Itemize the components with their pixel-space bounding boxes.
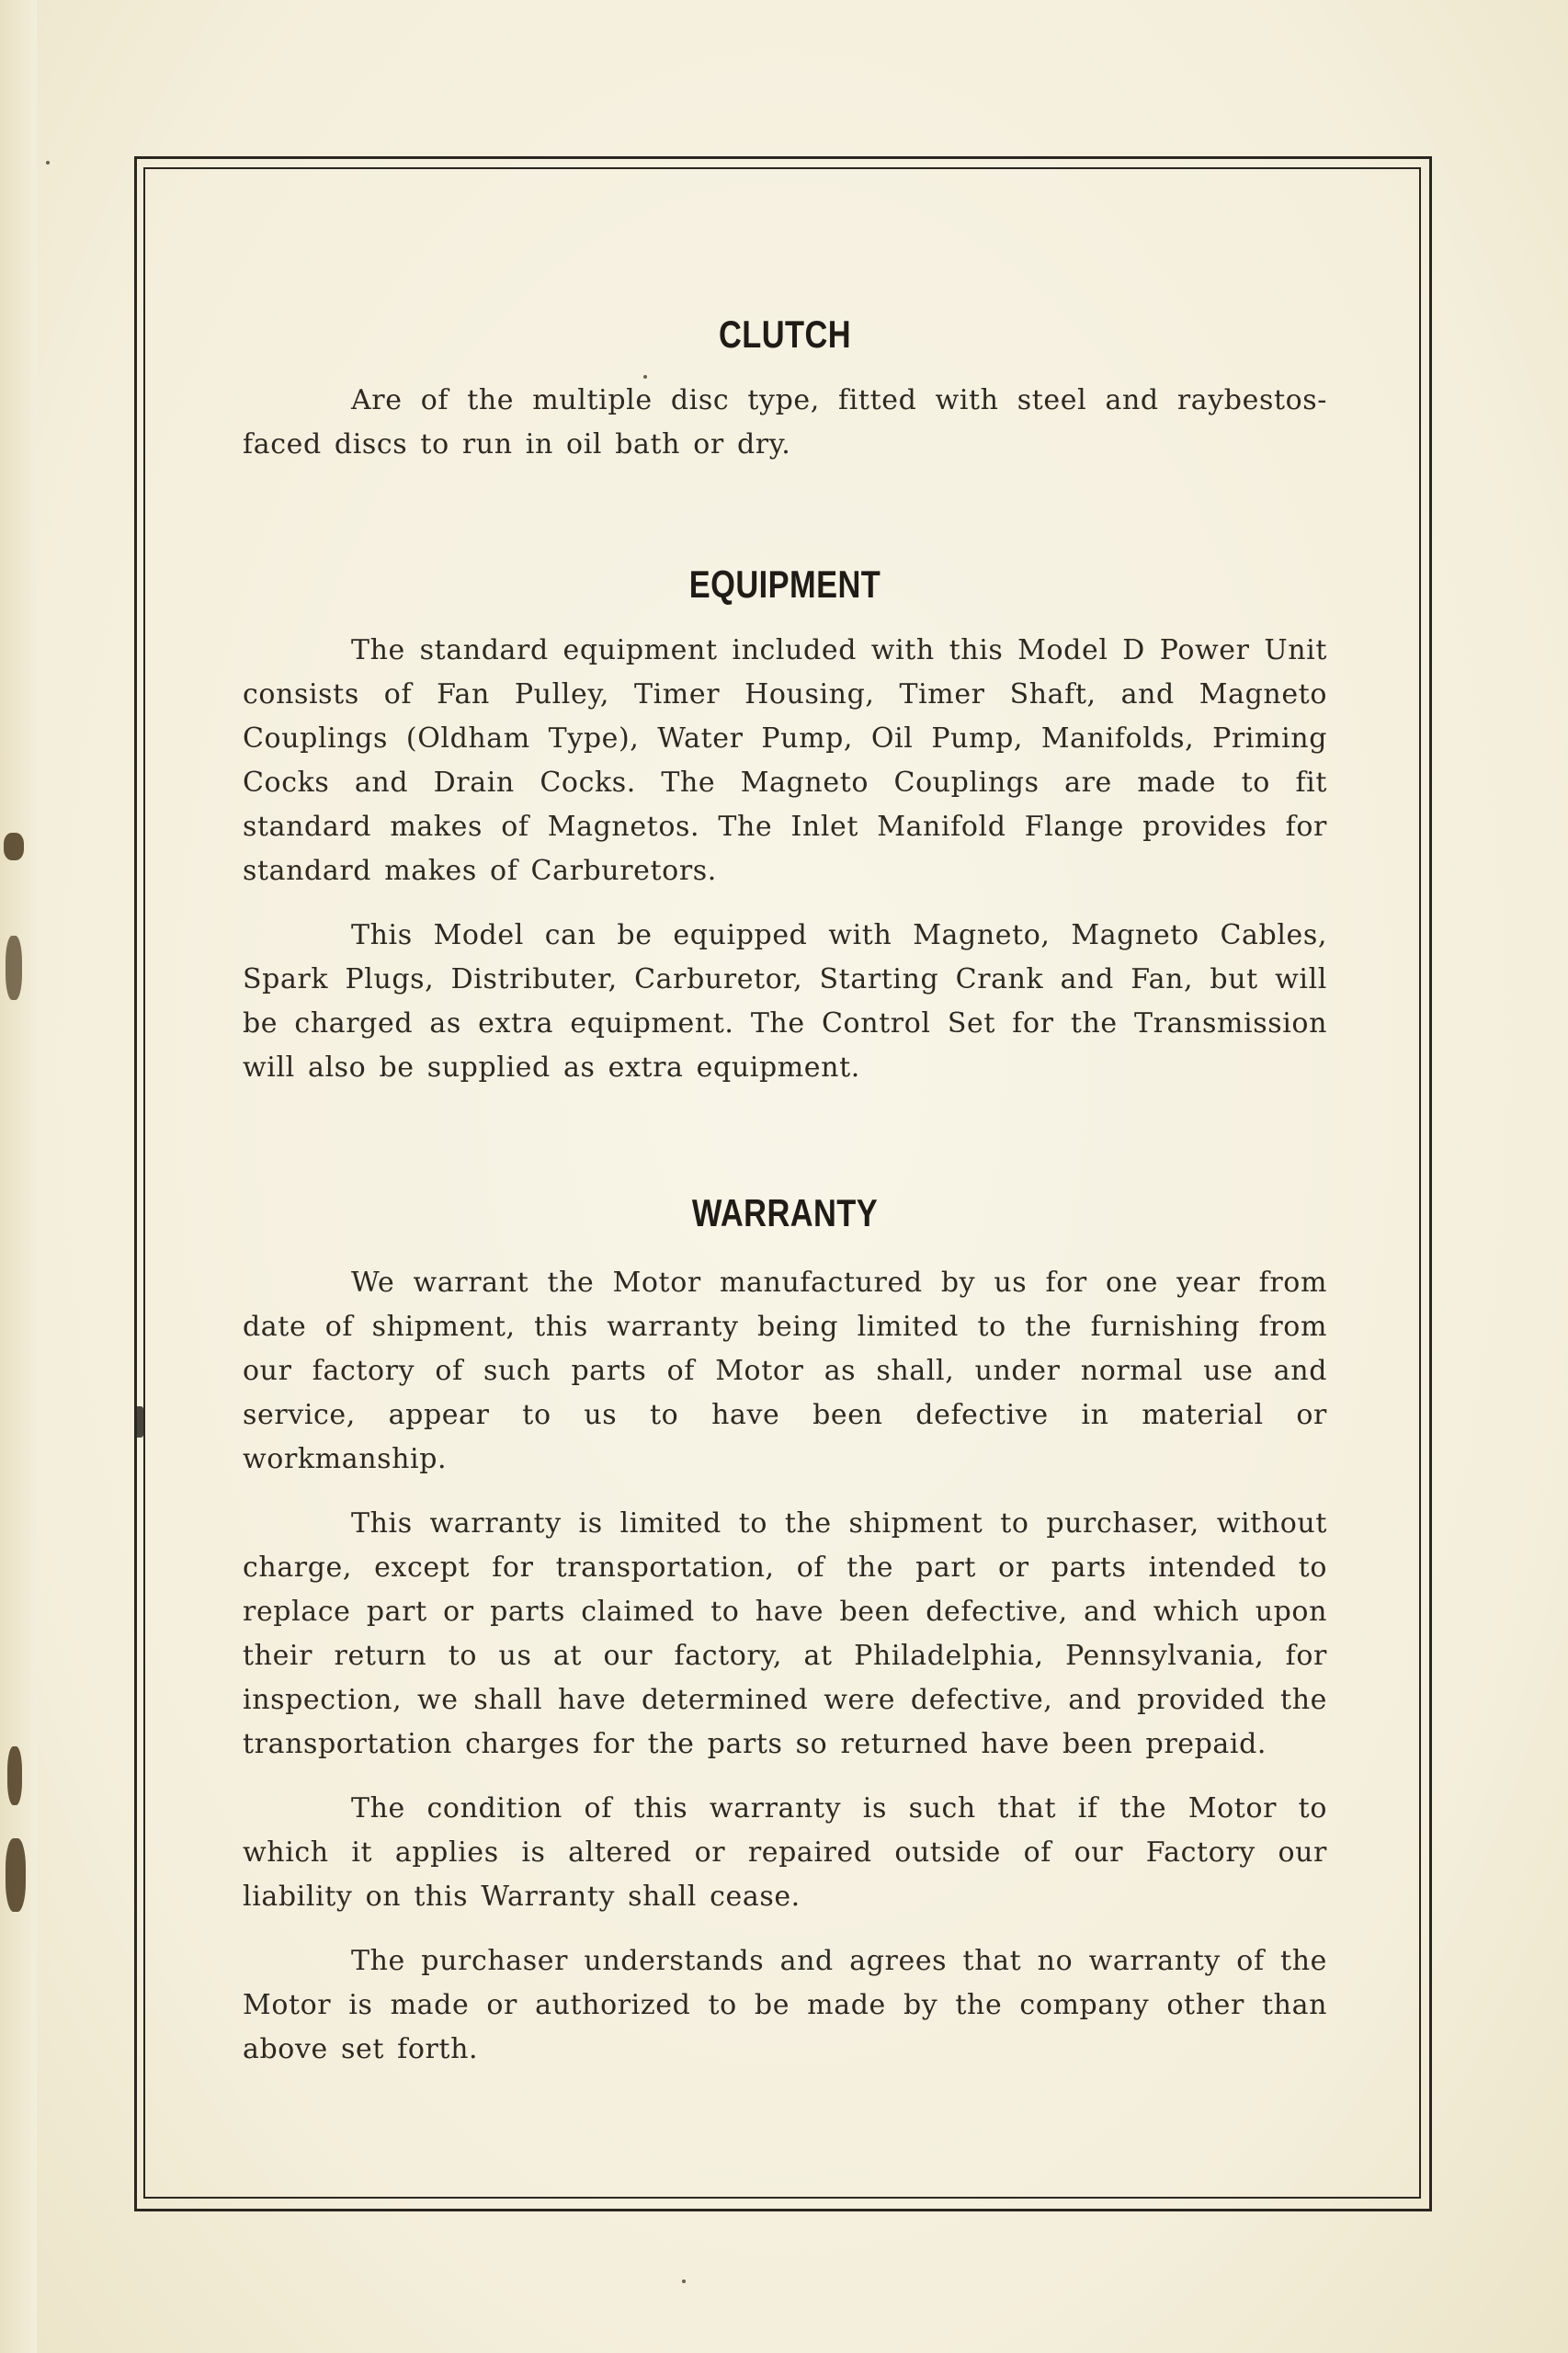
warranty-heading: WARRANTY: [691, 1191, 879, 1234]
equipment-paragraph: The standard equipment included with this Model D Power Unit consists of Fan Pulley, Timer Housing, Timer Shaft, and Magneto Couplings (Oldham Type), Water Pump, Oil Pump, Manifolds, Priming Cocks and Drain Cocks. The Magneto Couplings are made to fit standard makes of Magnetos. The Inlet Manifold Flange provides for standard makes of Carburetors.: [243, 634, 1327, 887]
binding-stain: [6, 936, 22, 1000]
binding-stain: [7, 1746, 22, 1805]
warranty-paragraph: This warranty is limited to the shipment to purchaser, without charge, except for transportation, of the part or parts intended to replace part or parts claimed to have been defective, and which upon their return to us at our factory, at Philadelphia, Pennsylvania, for inspection, we shall have determined were defective, and provided the transportation charges for the parts so returned have been prepaid.: [243, 1507, 1327, 1760]
paper-speck: [682, 2279, 686, 2283]
warranty-paragraph: The condition of this warranty is such that if the Motor to which it applies is altered or repaired outside of our Factory our liability on this Warranty shall cease.: [243, 1792, 1327, 1913]
warranty-section: [243, 1191, 1327, 2072]
binding-stain: [4, 833, 24, 860]
equipment-section: [243, 563, 1327, 1090]
clutch-section: [243, 313, 1327, 467]
paper-speck: [46, 161, 50, 165]
binding-stain: [6, 1838, 26, 1912]
binding-edge: [0, 0, 37, 2353]
clutch-heading: CLUTCH: [718, 313, 852, 356]
warranty-paragraph: We warrant the Motor manufactured by us for one year from date of shipment, this warranty being limited to the furnishing from our factory of such parts of Motor as shall, under normal use and service, appear to us to have been defective in material or workmanship.: [243, 1267, 1327, 1475]
clutch-paragraph: Are of the multiple disc type, fitted with steel and raybestos-faced discs to run in oil bath or dry.: [243, 384, 1327, 460]
equipment-heading: EQUIPMENT: [688, 563, 881, 606]
warranty-paragraph: The purchaser understands and agrees that no warranty of the Motor is made or authorized to be made by the company other than above set forth.: [243, 1945, 1327, 2065]
page-content: [243, 313, 1327, 2072]
equipment-paragraph: This Model can be equipped with Magneto, Magneto Cables, Spark Plugs, Distributer, Carburetor, Starting Crank and Fan, but will be charged as extra equipment. The Control Set for the Transmission will also be supplied as extra equipment.: [243, 919, 1327, 1084]
